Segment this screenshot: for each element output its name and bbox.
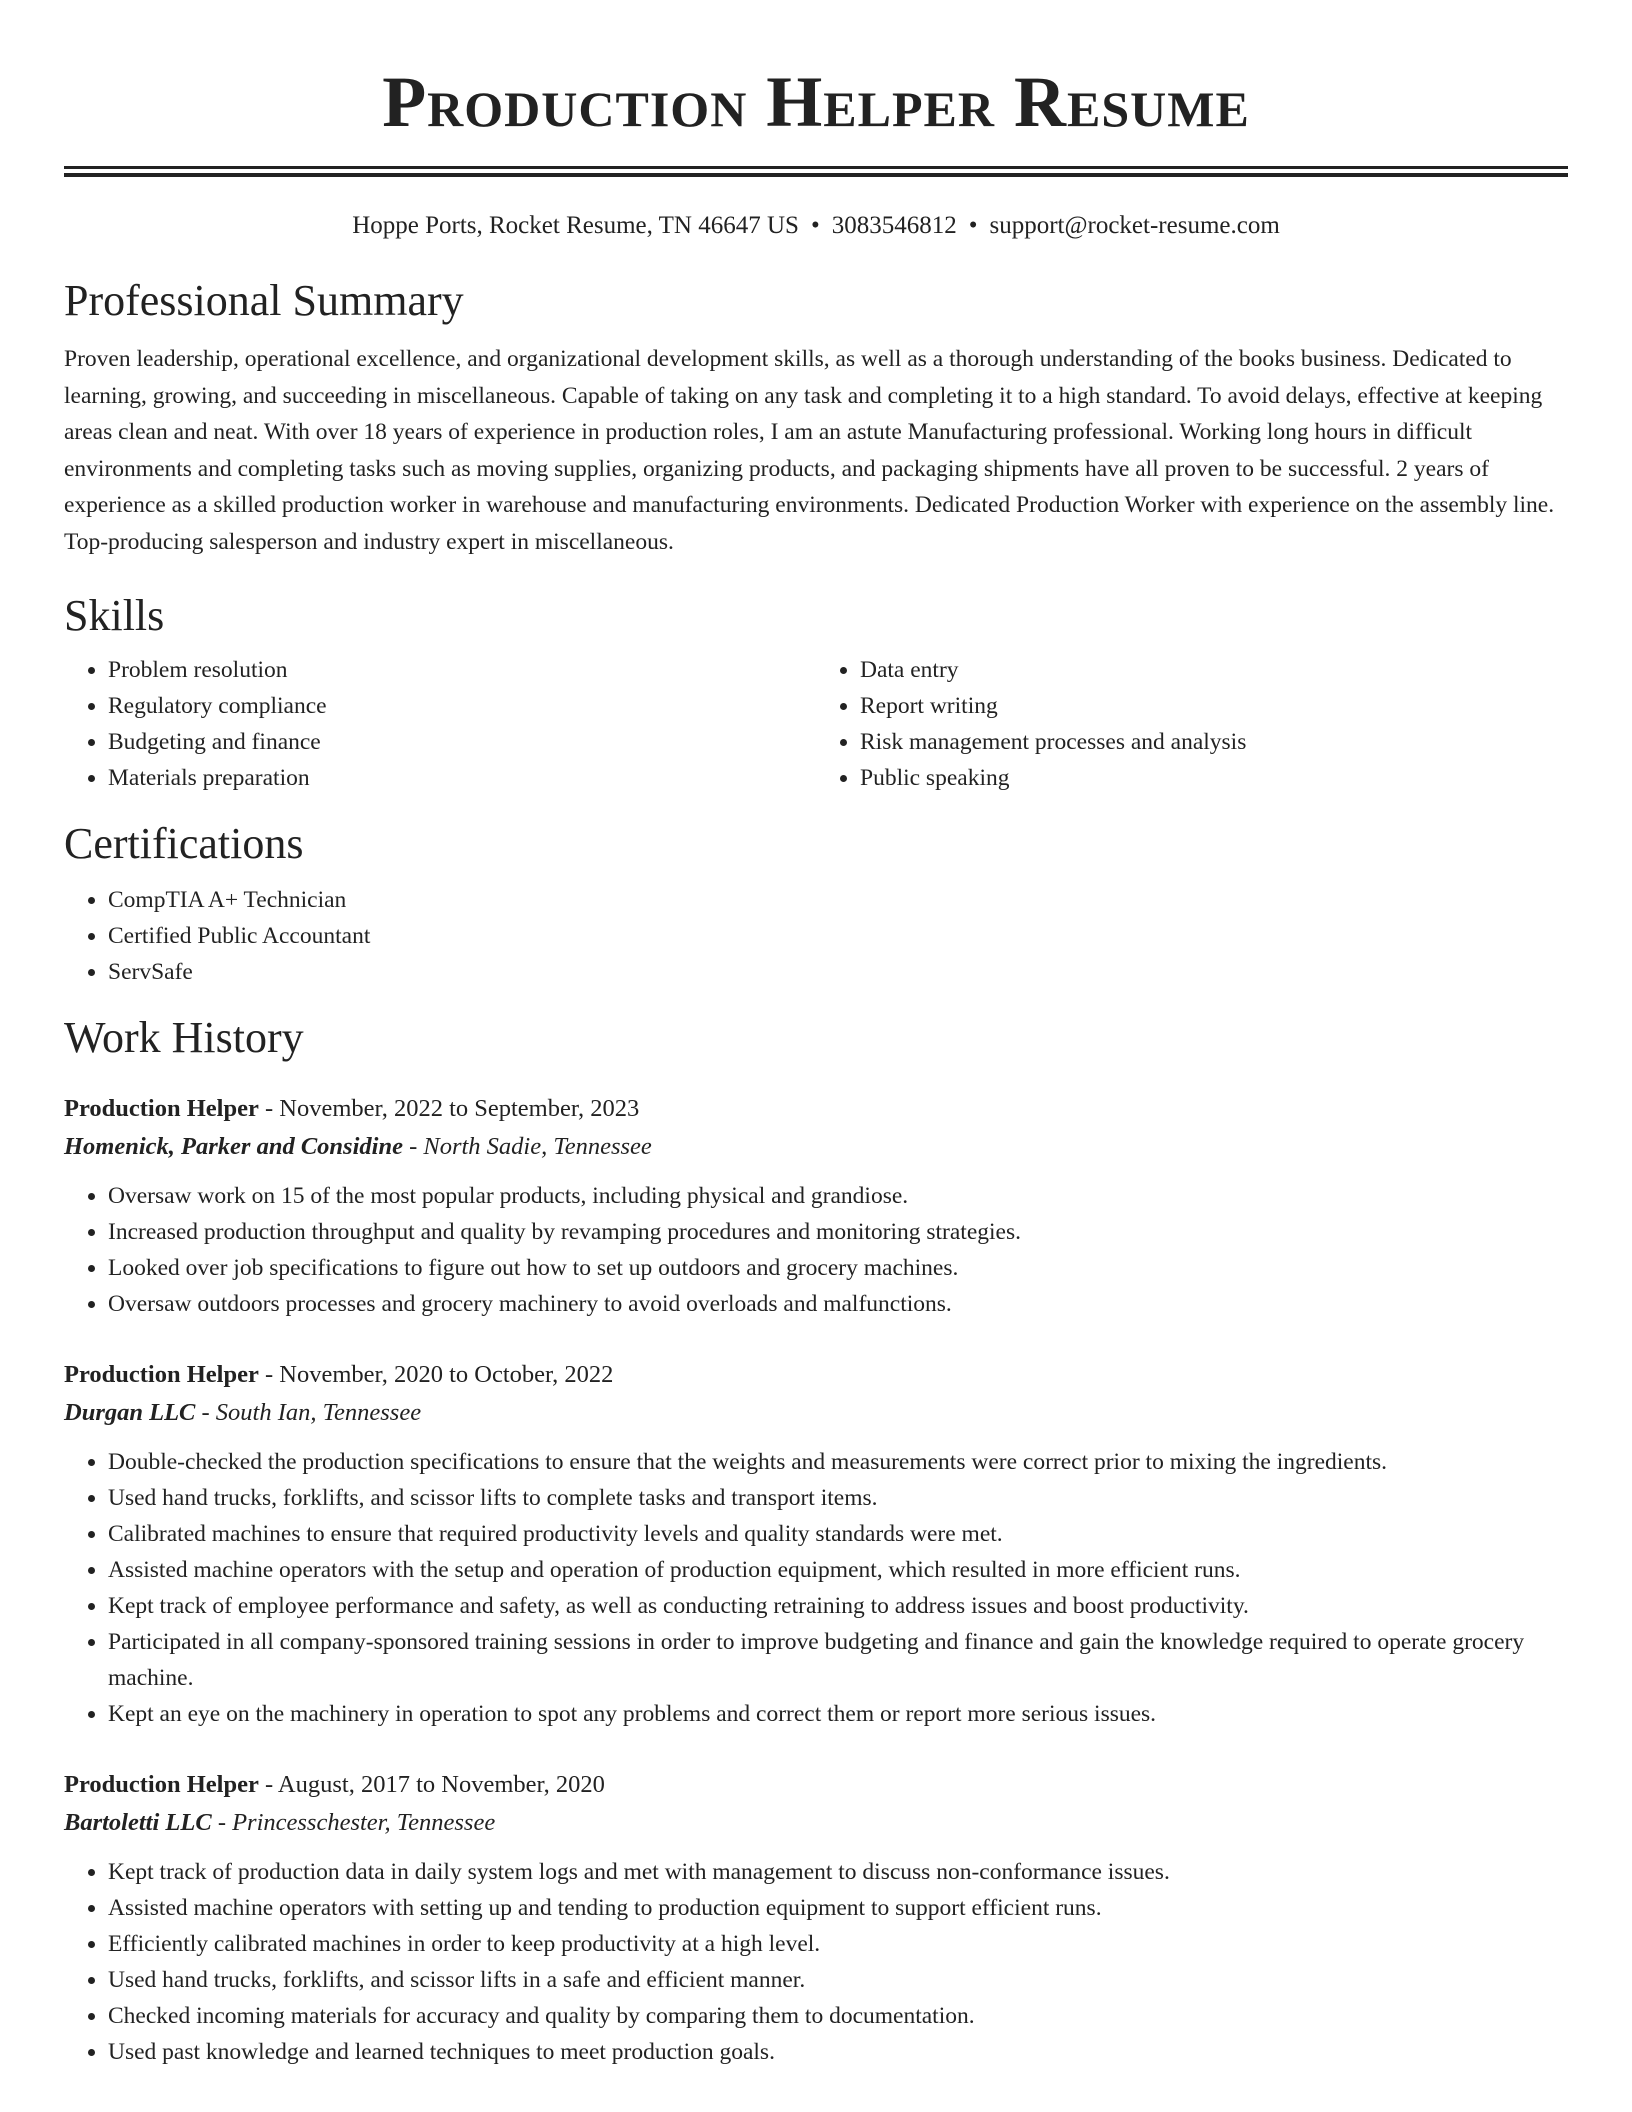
job-bullet: • Used past knowledge and learned techniques to meet production goals. [108, 2034, 1568, 2070]
job-bullet: • Used hand trucks, forklifts, and scissor lifts to complete tasks and transport items. [108, 1480, 1568, 1516]
job-bullet: • Double-checked the production specifications to ensure that the weights and measurements were correct prior to mixing the ingredients. [108, 1444, 1568, 1480]
job-dates: - November, 2022 to September, 2023 [258, 1095, 640, 1122]
job-company: Bartoletti LLC [64, 1809, 212, 1836]
summary-text: Proven leadership, operational excellence, and organizational development skills, as well as a thorough understanding of the books business. Dedicated to learning, growing, and succeeding in miscellaneous. Capable of taking on any task and completing it to a high standard. To avoid delays, effective at keeping areas clean and neat. With over 18 years of experience in production roles, I am an astute Manufacturing professional. Working long hours in difficult environments and completing tasks such as moving supplies, organizing products, and packaging shipments have all proven to be successful. 2 years of experience as a skilled production worker in warehouse and manufacturing environments. Dedicated Production Worker with experience on the assembly line. Top-producing salesperson and industry expert in miscellaneous. [64, 346, 1555, 555]
job-company: Durgan LLC [64, 1399, 196, 1426]
skill-item: • Risk management processes and analysis [860, 724, 1568, 760]
job-bullets [64, 1178, 1568, 1322]
certification-item: • ServSafe [108, 954, 1568, 990]
skills-section [64, 588, 1568, 796]
job-title: Production Helper [64, 1771, 259, 1798]
job-location: - Princesschester, Tennessee [211, 1809, 496, 1836]
work-history-section [64, 1010, 1568, 2070]
certifications-section [64, 816, 1568, 990]
job-bullets [64, 1444, 1568, 1732]
certification-item: • Certified Public Accountant [108, 918, 1568, 954]
job-company-line [64, 1394, 1568, 1432]
contact-email: support@rocket-resume.com [989, 212, 1280, 239]
job-entry [64, 1356, 1568, 1732]
job-bullets [64, 1854, 1568, 2070]
contact-separator: • [968, 212, 978, 239]
job-bullet: • Used hand trucks, forklifts, and scissor lifts in a safe and efficient manner. [108, 1962, 1568, 1998]
skills-heading: Skills [64, 591, 165, 640]
skill-item: • Data entry [860, 652, 1568, 688]
job-bullet: • Assisted machine operators with setting up and tending to production equipment to support efficient runs. [108, 1890, 1568, 1926]
contact-phone: 3083546812 [831, 212, 957, 239]
job-bullet: • Calibrated machines to ensure that required productivity levels and quality standards were met. [108, 1516, 1568, 1552]
summary-section [64, 273, 1568, 560]
job-bullet: • Assisted machine operators with the setup and operation of production equipment, which resulted in more efficient runs. [108, 1552, 1568, 1588]
contact-line [64, 209, 1568, 243]
job-bullet: • Participated in all company-sponsored training sessions in order to improve budgeting and finance and gain the knowledge required to operate grocery machine. [108, 1624, 1568, 1696]
work-history-heading: Work History [64, 1013, 304, 1062]
skills-left-list [64, 652, 816, 796]
resume-page [64, 0, 1568, 2070]
job-title-line [64, 1766, 1568, 1804]
job-company: Homenick, Parker and Considine [64, 1133, 403, 1160]
skill-item: • Report writing [860, 688, 1568, 724]
job-title: Production Helper [64, 1095, 259, 1122]
certifications-list [64, 882, 1568, 990]
skills-right-list [816, 652, 1568, 796]
job-title-line [64, 1090, 1568, 1128]
job-location: - South Ian, Tennessee [195, 1399, 422, 1426]
skill-item: • Public speaking [860, 760, 1568, 796]
certifications-heading: Certifications [64, 819, 304, 868]
job-bullet: • Oversaw outdoors processes and grocery machinery to avoid overloads and malfunctions. [108, 1286, 1568, 1322]
summary-heading: Professional Summary [64, 276, 464, 325]
job-bullet: • Kept track of production data in daily system logs and met with management to discuss non-conformance issues. [108, 1854, 1568, 1890]
skill-item: • Materials preparation [108, 760, 816, 796]
job-company-line [64, 1128, 1568, 1166]
job-bullet: • Looked over job specifications to figure out how to set up outdoors and grocery machines. [108, 1250, 1568, 1286]
job-entry [64, 1766, 1568, 2070]
title-divider [64, 166, 1568, 177]
skill-item: • Budgeting and finance [108, 724, 816, 760]
job-entry [64, 1090, 1568, 1322]
job-location: - North Sadie, Tennessee [402, 1133, 652, 1160]
job-bullet: • Kept an eye on the machinery in operation to spot any problems and correct them or report more serious issues. [108, 1696, 1568, 1732]
job-dates: - August, 2017 to November, 2020 [258, 1771, 605, 1798]
job-bullet: • Oversaw work on 15 of the most popular products, including physical and grandiose. [108, 1178, 1568, 1214]
job-title-line [64, 1356, 1568, 1394]
skill-item: • Problem resolution [108, 652, 816, 688]
job-bullet: • Checked incoming materials for accuracy and quality by comparing them to documentation. [108, 1998, 1568, 2034]
job-bullet: • Increased production throughput and quality by revamping procedures and monitoring strategies. [108, 1214, 1568, 1250]
skills-columns [64, 652, 1568, 796]
job-bullet: • Efficiently calibrated machines in order to keep productivity at a high level. [108, 1926, 1568, 1962]
contact-separator: • [810, 212, 820, 239]
resume-title: Production Helper Resume [382, 62, 1250, 142]
certification-item: • CompTIA A+ Technician [108, 882, 1568, 918]
job-company-line [64, 1804, 1568, 1842]
job-bullet: • Kept track of employee performance and safety, as well as conducting retraining to address issues and boost productivity. [108, 1588, 1568, 1624]
skill-item: • Regulatory compliance [108, 688, 816, 724]
contact-address: Hoppe Ports, Rocket Resume, TN 46647 US [352, 212, 799, 239]
job-title: Production Helper [64, 1361, 259, 1388]
job-dates: - November, 2020 to October, 2022 [258, 1361, 614, 1388]
